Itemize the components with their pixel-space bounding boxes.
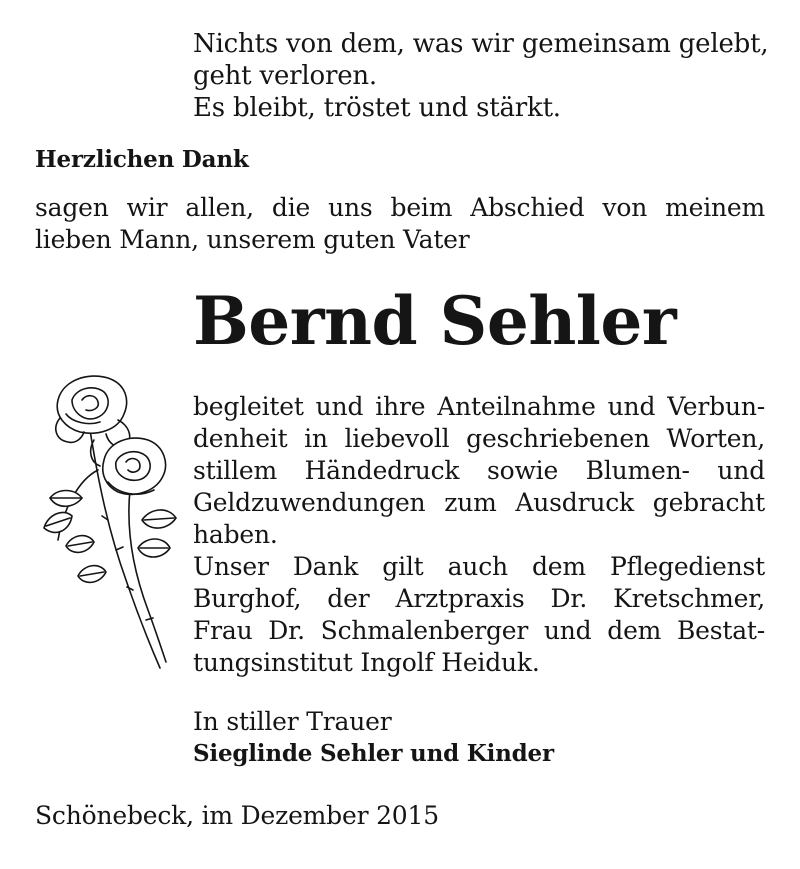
body-line-5: haben. [193, 520, 278, 549]
rose-icon [38, 370, 188, 670]
body-line-2: denheit in liebevoll geschriebenen Worten, [193, 424, 765, 453]
body-line-4: Geldzuwendungen zum Ausdruck gebracht [193, 488, 765, 517]
deceased-name: Bernd Sehler [193, 282, 677, 360]
body-line-6: Unser Dank gilt auch dem Pflegedienst [193, 552, 765, 581]
poem-line-2: geht verloren. [193, 61, 377, 91]
poem-line-3: Es bleibt, tröstet und stärkt. [193, 93, 561, 123]
thanks-heading: Herzlichen Dank [35, 146, 249, 173]
intro-line-1: sagen wir allen, die uns beim Abschied von meinem [35, 193, 765, 222]
signature: Sieglinde Sehler und Kinder [193, 740, 554, 767]
poem-line-1: Nichts von dem, was wir gemeinsam gelebt, [193, 29, 769, 59]
body-line-7: Burghof, der Arztpraxis Dr. Kretschmer, [193, 584, 765, 613]
body-line-3: stillem Händedruck sowie Blumen- und [193, 456, 765, 485]
place-date: Schönebeck, im Dezember 2015 [35, 801, 439, 830]
body-line-9: tungsinstitut Ingolf Heiduk. [193, 648, 540, 677]
body-line-1: begleitet und ihre Anteilnahme und Verbun- [193, 392, 765, 421]
body-line-8: Frau Dr. Schmalenberger und dem Bestat- [193, 616, 765, 645]
intro-line-2: lieben Mann, unserem guten Vater [35, 225, 470, 254]
mourning-label: In stiller Trauer [193, 707, 392, 736]
